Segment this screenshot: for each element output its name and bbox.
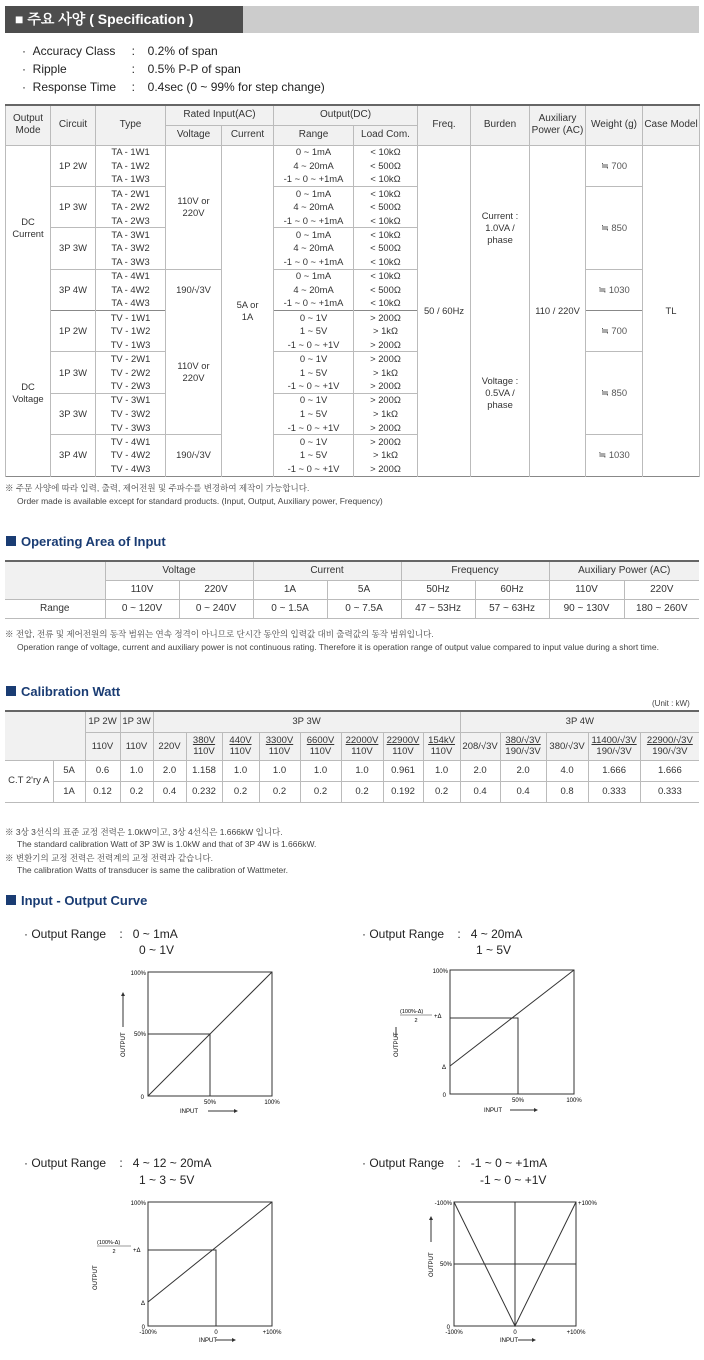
th-case: Case Model xyxy=(643,105,700,145)
table-row: TA - 4W2 4 ~ 20mA < 500Ω xyxy=(6,283,700,297)
section-square-icon xyxy=(6,536,16,546)
voltage-cell: 110V or 220V xyxy=(166,145,222,269)
circuit-cell: 3P 4W xyxy=(51,435,96,476)
circuit-cell: 3P 4W xyxy=(51,269,96,310)
voltage-cell: 190/√3V xyxy=(166,269,222,310)
th-rated: Rated Input(AC) xyxy=(166,105,274,125)
svg-text:Δ: Δ xyxy=(441,1065,446,1071)
table-row: TA - 2W3 -1 ~ 0 ~ +1mA < 10kΩ xyxy=(6,214,700,228)
svg-text:+100%: +100% xyxy=(566,1330,586,1336)
section-calibration: Calibration Watt xyxy=(6,684,120,699)
output-mode: DC Voltage xyxy=(6,311,51,477)
circuit-cell: 1P 3W xyxy=(51,352,96,393)
table-row: TV - 2W2 1 ~ 5V > 1kΩ xyxy=(6,366,700,380)
weight-cell: ≒ 700 xyxy=(586,311,643,352)
table-row: TA - 3W2 4 ~ 20mA < 500Ω xyxy=(6,242,700,256)
th-voltage: Voltage xyxy=(166,125,222,145)
note-operating-ko: ※ 전압, 전류 및 제어전원의 동작 범위는 연속 정격이 아니므로 단시간 동안의 입력값 대비 출력값의 동작 범위입니다. xyxy=(5,629,434,639)
svg-text:INPUT: INPUT xyxy=(199,1338,217,1344)
curve4-label: · Output Range : -1 ~ 0 ~ +1mA xyxy=(362,1156,548,1170)
section-square-icon xyxy=(6,895,16,905)
spec-item: · Response Time : 0.4sec (0 ~ 99% for step change) xyxy=(22,80,325,94)
svg-text:0: 0 xyxy=(214,1330,218,1336)
svg-text:+Δ: +Δ xyxy=(133,1248,141,1254)
svg-text:+Δ: +Δ xyxy=(434,1014,442,1020)
spec-item: · Accuracy Class : 0.2% of span xyxy=(22,44,218,58)
svg-text:50%: 50% xyxy=(133,1032,146,1038)
spec-item: · Ripple : 0.5% P-P of span xyxy=(22,62,241,76)
table-row: TV - 3W3 -1 ~ 0 ~ +1V > 200Ω xyxy=(6,421,700,435)
svg-text:-100%: -100% xyxy=(445,1330,463,1336)
table-row: TV - 2W3 -1 ~ 0 ~ +1V > 200Ω xyxy=(6,380,700,394)
table-row: C.T 2'ry A 5A 0.6 1.0 2.0 1.158 1.0 1.0 1.0 1.0 0.961 1.0 2.0 2.0 4.0 1.666 1.666 xyxy=(5,760,699,781)
circuit-cell: 3P 3W xyxy=(51,228,96,269)
curve1-graph xyxy=(110,962,290,1122)
th-mode: Output Mode xyxy=(6,105,51,145)
circuit-cell: 3P 3W xyxy=(51,393,96,434)
table-row: TA - 4W3 -1 ~ 0 ~ +1mA < 10kΩ xyxy=(6,297,700,311)
svg-text:100%: 100% xyxy=(130,971,146,977)
note-transducer-en: The calibration Watts of transducer is same the calibration of Wattmeter. xyxy=(17,865,289,875)
table-row: 3P 4W TV - 4W1 190/√3V 0 ~ 1V > 200Ω ≒ 1030 xyxy=(6,435,700,449)
svg-text:-100%: -100% xyxy=(139,1330,157,1336)
weight-cell: ≒ 850 xyxy=(586,352,643,435)
th-load: Load Com. xyxy=(354,125,418,145)
curve2-graph xyxy=(388,962,588,1122)
curve1-label2: 0 ~ 1V xyxy=(139,943,175,957)
output-mode: DC Current xyxy=(6,145,51,311)
section-square-icon xyxy=(6,686,16,696)
th-aux: Auxiliary Power (AC) xyxy=(530,105,586,145)
table-row: DC Current 1P 2W TA - 1W1 110V or 220V 5A or 1A 0 ~ 1mA < 10kΩ 50 / 60Hz Current : 1.0VA / phase 110 / 220V ≒ 700 TL xyxy=(6,145,700,159)
table-row: TA - 1W3 -1 ~ 0 ~ +1mA < 10kΩ xyxy=(6,173,700,187)
table-row: TA - 2W2 4 ~ 20mA < 500Ω xyxy=(6,200,700,214)
voltage-cell: 190/√3V xyxy=(166,435,222,476)
table-row: 1P 3W TV - 2W1 0 ~ 1V > 200Ω ≒ 850 xyxy=(6,352,700,366)
svg-text:OUTPUT: OUTPUT xyxy=(429,1252,435,1277)
section-curve: Input - Output Curve xyxy=(6,893,147,908)
table-row: 1A 0.12 0.2 0.4 0.232 0.2 0.2 0.2 0.2 0.192 0.2 0.4 0.4 0.8 0.333 0.333 xyxy=(5,781,699,802)
voltage-cell: 110V or 220V xyxy=(166,311,222,435)
circuit-cell: 1P 2W xyxy=(51,311,96,352)
unit-label: (Unit : kW) xyxy=(652,699,690,708)
note-transducer-ko: ※ 변환기의 교정 전력은 전력계의 교정 전력과 같습니다. xyxy=(5,853,214,863)
svg-text:0: 0 xyxy=(442,1093,446,1099)
th-freq: Freq. xyxy=(418,105,471,145)
freq-cell: 50 / 60Hz xyxy=(418,145,471,476)
calibration-table: 1P 2W 1P 3W 3P 3W 3P 4W 110V 110V 220V 380V 110V 440V 110V 3300V 110V 6600V 110V 22000V 110V 22900V 110V 154kV 110V 208/√3V 380/√3V 190/√3V 380/√3V 11400/√3V 190/√3V 22900/√3V 190/√3V C.T 2'ry A 5A 0.6 1.0 2.0 1.158 1.0 1.0 1.0 1.0 0.961 1.0 2.0 2.0 4.0 1.666 1.666 1A 0.12 0.2 0.4 0.232 0.2 0.2 0.2 0.2 0.192 0.2 0.4 0.4 0.8 0.333 0.333 xyxy=(5,710,699,803)
table-row: TV - 3W2 1 ~ 5V > 1kΩ xyxy=(6,407,700,421)
svg-text:2: 2 xyxy=(112,1249,116,1255)
operating-table: Voltage Current Frequency Auxiliary Power (AC) 110V 220V 1A 5A 50Hz 60Hz 110V 220V Range 0 ~ 120V 0 ~ 240V 0 ~ 1.5A 0 ~ 7.5A 47 ~ 53Hz 57 ~ 63Hz 90 ~ 130V 180 ~ 260V xyxy=(5,560,699,619)
note-cal-en: The standard calibration Watt of 3P 3W is 1.0kW and that of 3P 4W is 1.666kW. xyxy=(17,839,317,849)
spec-table xyxy=(5,104,700,477)
table-row: 1P 3W TA - 2W1 0 ~ 1mA < 10kΩ ≒ 850 xyxy=(6,186,700,200)
svg-text:100%: 100% xyxy=(432,969,448,975)
note-cal-ko: ※ 3상 3선식의 표준 교정 전력은 1.0kW이고, 3상 4선식은 1.666kW 입니다. xyxy=(5,827,283,837)
svg-text:2: 2 xyxy=(414,1018,418,1024)
table-row: DC Voltage 1P 2W TV - 1W1 110V or 220V 0 ~ 1V > 200Ω Voltage : 0.5VA / phase ≒ 700 xyxy=(6,311,700,325)
svg-text:Δ: Δ xyxy=(140,1301,145,1307)
section-operating-area: Operating Area of Input xyxy=(6,534,166,549)
table-row: TA - 3W3 -1 ~ 0 ~ +1mA < 10kΩ xyxy=(6,255,700,269)
spec-header xyxy=(5,6,699,33)
table-row: 3P 3W TA - 3W1 0 ~ 1mA < 10kΩ xyxy=(6,228,700,242)
svg-text:(100%-Δ): (100%-Δ) xyxy=(97,1240,121,1246)
note-operating-en: Operation range of voltage, current and auxiliary power is not continuous rating. Therefore it is operation range of output value compared to input value during a short time. xyxy=(17,642,659,652)
svg-text:50%: 50% xyxy=(439,1262,452,1268)
svg-text:+100%: +100% xyxy=(262,1330,282,1336)
case-cell: TL xyxy=(643,145,700,476)
th-range: Range xyxy=(274,125,354,145)
table-row: TA - 1W2 4 ~ 20mA < 500Ω xyxy=(6,159,700,173)
ct-label: C.T 2'ry A xyxy=(5,760,53,802)
note-order-en: Order made is available except for standard products. (Input, Output, Auxiliary power, Frequency) xyxy=(17,496,383,506)
table-row: TV - 4W3 -1 ~ 0 ~ +1V > 200Ω xyxy=(6,462,700,476)
curve4-label2: -1 ~ 0 ~ +1V xyxy=(480,1173,547,1187)
curve3-graph xyxy=(85,1192,295,1352)
svg-text:0: 0 xyxy=(446,1325,450,1331)
svg-text:INPUT: INPUT xyxy=(180,1109,198,1115)
th-weight: Weight (g) xyxy=(586,105,643,145)
aux-cell: 110 / 220V xyxy=(530,145,586,476)
th-output: Output(DC) xyxy=(274,105,418,125)
spec-title: ■ 주요 사양 ( Specification ) xyxy=(5,6,243,33)
svg-text:OUTPUT: OUTPUT xyxy=(93,1265,99,1290)
note-order-ko: ※ 주문 사양에 따라 입력, 출력, 제어전원 및 주파수를 변경하여 제작이 가능합니다. xyxy=(5,483,310,493)
weight-cell: ≒ 700 xyxy=(586,145,643,186)
svg-text:100%: 100% xyxy=(264,1100,280,1106)
current-cell: 5A or 1A xyxy=(222,145,274,476)
weight-cell: ≒ 1030 xyxy=(586,435,643,476)
table-row: TV - 1W2 1 ~ 5V > 1kΩ xyxy=(6,324,700,338)
curve4-graph xyxy=(420,1192,610,1352)
table-row: 3P 4W TA - 4W1 190/√3V 0 ~ 1mA < 10kΩ ≒ 1030 xyxy=(6,269,700,283)
svg-text:0: 0 xyxy=(513,1330,517,1336)
svg-text:INPUT: INPUT xyxy=(500,1338,518,1344)
svg-text:-100%: -100% xyxy=(434,1201,452,1207)
svg-text:(100%-Δ): (100%-Δ) xyxy=(400,1009,424,1015)
svg-text:OUTPUT: OUTPUT xyxy=(121,1032,127,1057)
table-row: 3P 3W TV - 3W1 0 ~ 1V > 200Ω xyxy=(6,393,700,407)
svg-text:50%: 50% xyxy=(511,1098,525,1104)
table-row: TV - 1W3 -1 ~ 0 ~ +1V > 200Ω xyxy=(6,338,700,352)
th-type: Type xyxy=(96,105,166,145)
th-burden: Burden xyxy=(471,105,530,145)
th-circuit: Circuit xyxy=(51,105,96,145)
circuit-cell: 1P 2W xyxy=(51,145,96,186)
svg-text:0: 0 xyxy=(140,1095,144,1101)
circuit-cell: 1P 3W xyxy=(51,186,96,227)
table-row: TV - 4W2 1 ~ 5V > 1kΩ xyxy=(6,449,700,463)
curve3-label: · Output Range : 4 ~ 12 ~ 20mA xyxy=(24,1156,212,1170)
svg-text:0: 0 xyxy=(141,1325,145,1331)
curve2-label: · Output Range : 4 ~ 20mA xyxy=(362,927,523,941)
svg-text:100%: 100% xyxy=(566,1098,582,1104)
weight-cell: ≒ 1030 xyxy=(586,269,643,310)
svg-text:OUTPUT: OUTPUT xyxy=(394,1032,400,1057)
svg-text:INPUT: INPUT xyxy=(484,1108,502,1114)
svg-text:100%: 100% xyxy=(130,1201,146,1207)
svg-text:+100%: +100% xyxy=(578,1201,597,1207)
burden-cell: Current : 1.0VA / phase xyxy=(471,145,530,311)
svg-text:50%: 50% xyxy=(203,1100,217,1106)
curve2-label2: 1 ~ 5V xyxy=(476,943,512,957)
curve3-label2: 1 ~ 3 ~ 5V xyxy=(139,1173,195,1187)
th-current: Current xyxy=(222,125,274,145)
curve1-label: · Output Range : 0 ~ 1mA xyxy=(24,927,178,941)
weight-cell: ≒ 850 xyxy=(586,186,643,269)
burden-cell: Voltage : 0.5VA / phase xyxy=(471,311,530,477)
